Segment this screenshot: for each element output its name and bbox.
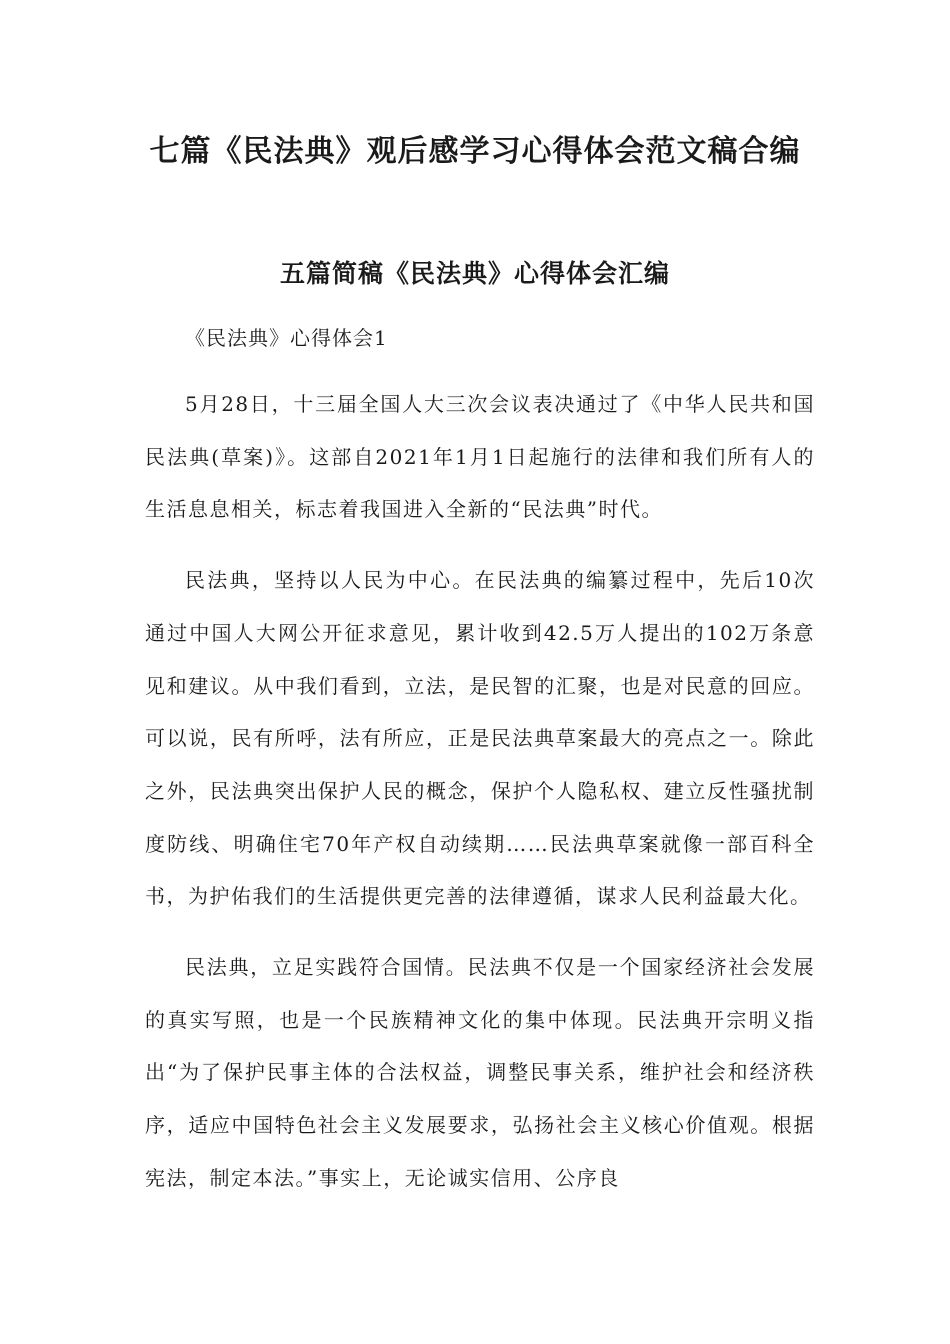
section-title: 五篇简稿《民法典》心得体会汇编: [279, 259, 670, 288]
document-body: [145, 320, 815, 1223]
document-title: 七篇《民法典》观后感学习心得体会范文稿合编: [149, 134, 801, 169]
paragraph-2: 民法典，坚持以人民为中心。在民法典的编纂过程中，先后10次通过中国人大网公开征求意见，累计收到42.5万人提出的102万条意见和建议。从中我们看到，立法，是民智的汇聚，也是对民意的回应。可以说，民有所呼，法有所应，正是民法典草案最大的亮点之一。除此之外，民法典突出保护人民的概念，保护个人隐私权、建立反性骚扰制度防线、明确住宅70年产权自动续期……民法典草案就像一部百科全书，为护佑我们的生活提供更完善的法律遵循，谋求人民利益最大化。: [145, 568, 815, 909]
paragraph-3: 民法典，立足实践符合国情。民法典不仅是一个国家经济社会发展的真实写照，也是一个民族精神文化的集中体现。民法典开宗明义指出“为了保护民事主体的合法权益，调整民事关系，维护社会和经济秩序，适应中国特色社会主义发展要求，弘扬社会主义核心价值观。根据宪法，制定本法。”事实上，无论诚实信用、公序良: [145, 955, 815, 1190]
article-subheading: 《民法典》心得体会1: [185, 326, 388, 350]
paragraph-1: 5月28日，十三届全国人大三次会议表决通过了《中华人民共和国民法典(草案)》。这部自2021年1月1日起施行的法律和我们所有人的生活息息相关，标志着我国进入全新的“民法典”时代。: [145, 392, 815, 522]
